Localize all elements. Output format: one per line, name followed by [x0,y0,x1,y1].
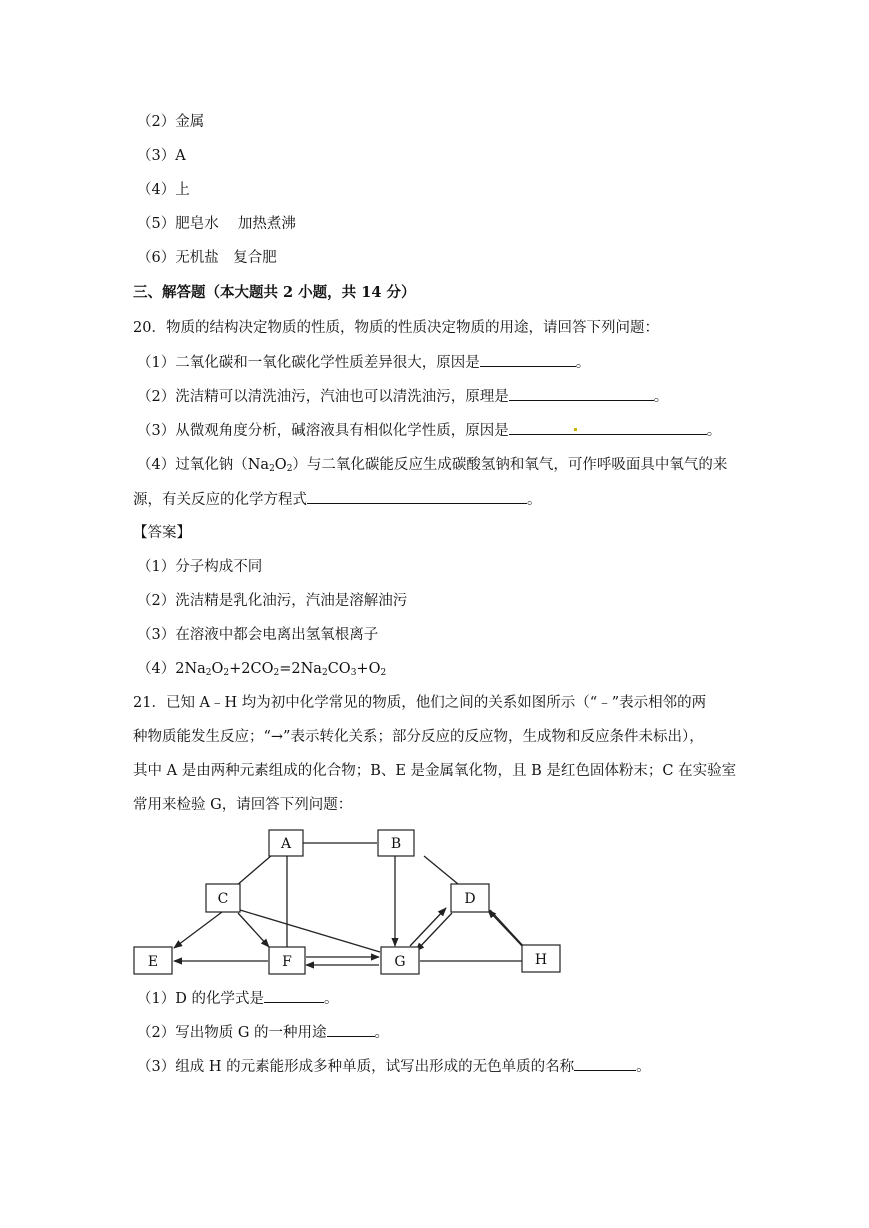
node-e-label: E [147,954,159,970]
subscript: 3 [350,668,357,678]
answer-19-4: （4）上 [137,182,190,198]
answer-19-6: （6）无机盐 复合肥 [137,250,277,266]
formula-text: O [274,457,287,473]
q20-part-4-text: （4）过氧化钠（Na [137,457,270,473]
period: 。 [575,355,591,371]
equation-part: CO [327,661,351,677]
q20-part-3-text: （3）从微观角度分析，碱溶液具有相似化学性质，原因是 [137,423,509,439]
subscript: 2 [269,464,275,474]
answer-19-5: （5）肥皂水 加热煮沸 [137,216,296,232]
q21-part-3-text: （3）组成 H 的元素能形成多种单质，试写出形成的无色单质的名称 [137,1059,575,1075]
period: 。 [636,1059,651,1075]
q21-part-1-text: （1）D 的化学式是 [137,991,264,1007]
q20-part-1 [137,352,590,373]
arrow-h-to-d [488,910,524,948]
arrow-c-to-f [238,913,269,947]
subscript: 2 [321,668,328,678]
node-g [381,947,419,974]
arrow-c-to-e [174,912,222,948]
node-h [522,945,560,972]
answer-blank[interactable] [509,386,654,401]
q20-part-4-text-cont: ）与二氧化碳能反应生成碳酸氢钠和氧气，可作呼吸面具中氧气的来 [292,457,728,473]
node-e [134,947,172,974]
edge-a-c [236,855,272,886]
stray-dot [574,428,577,431]
q20-answer-2: （2）洗洁精是乳化油污，汽油是溶解油污 [137,593,408,609]
relationship-diagram [130,824,570,976]
node-b-label: B [390,836,402,852]
period: 。 [323,991,339,1007]
q21-stem-line-3: 其中 A 是由两种元素组成的化合物；B、E 是金属氧化物，且 B 是红色固体粉末；C 在实验室 [133,763,737,779]
q21-part-2 [137,1022,389,1043]
equation-part: +2CO [229,661,274,677]
node-a [269,830,303,856]
period: 。 [706,423,722,439]
answer-blank[interactable] [574,1056,636,1071]
q21-stem-line-4: 常用来检验 G，请回答下列问题： [133,797,353,813]
q20-part-4 [137,455,727,475]
period: 。 [527,492,542,508]
q21-stem-line-2: 种物质能发生反应；“→”表示转化关系；部分反应的反应物，生成物和反应条件未标出）， [133,729,704,745]
subscript: 2 [205,668,212,678]
q21-part-1 [137,988,338,1009]
answer-blank[interactable] [480,352,576,367]
equation-part: +O [356,661,381,677]
q21-part-3 [137,1056,651,1077]
equation-part: =2Na [279,661,322,677]
node-c [206,884,240,912]
arrow-d-to-g [416,913,452,951]
q21-part-2-text: （2）写出物质 G 的一种用途 [137,1025,327,1041]
answer-header: 【答案】 [133,525,191,541]
q20-part-2-text: （2）洗洁精可以清洗油污，汽油也可以清洗油污，原理是 [137,389,509,405]
node-c-label: C [217,891,229,907]
q20-answer-4 [137,659,386,679]
q20-part-3 [137,420,721,441]
period: 。 [653,389,669,405]
q20-part-1-text: （1）二氧化碳和一氧化碳化学性质差异很大，原因是 [137,355,480,371]
subscript: 2 [380,668,387,678]
answer-19-2: （2）金属 [137,114,205,130]
period: 。 [374,1025,390,1041]
equation-part: O [211,661,224,677]
q21-stem-line-1: 21．已知 A﹣H 均为初中化学常见的物质，他们之间的关系如图所示（“﹣”表示相邻的两 [133,695,707,711]
node-a-label: A [280,836,292,852]
edge-d-h [490,910,525,948]
answer-19-3: （3）A [137,148,186,164]
q20-part-4-text-2: 源，有关反应的化学方程式 [133,492,307,508]
answer-blank[interactable] [264,988,324,1003]
section-heading: 三、解答题（本大题共 2 小题，共 14 分） [133,284,416,301]
q20-answer-1: （1）分子构成不同 [137,559,263,575]
subscript: 2 [223,668,230,678]
q20-part-2 [137,386,668,407]
node-f-label: F [282,954,292,970]
node-d [451,884,489,912]
equation-part: （4）2Na [137,661,206,677]
q20-stem: 20．物质的结构决定物质的性质，物质的性质决定物质的用途，请回答下列问题： [133,320,659,336]
arrow-g-to-d [410,908,446,946]
subscript: 2 [286,464,293,474]
node-d-label: D [464,891,476,907]
node-h-label: H [534,952,548,968]
q20-answer-3: （3）在溶液中都会电离出氢氧根离子 [137,627,379,643]
subscript: 2 [273,668,280,678]
answer-blank[interactable] [307,489,527,504]
answer-blank[interactable] [509,420,707,435]
node-f [269,947,305,974]
edge-c-g [240,910,380,952]
answer-blank[interactable] [327,1022,375,1037]
edge-b-d [424,856,458,884]
q20-part-4-line2 [133,489,542,510]
node-b [378,830,414,856]
node-g-label: G [394,954,406,970]
